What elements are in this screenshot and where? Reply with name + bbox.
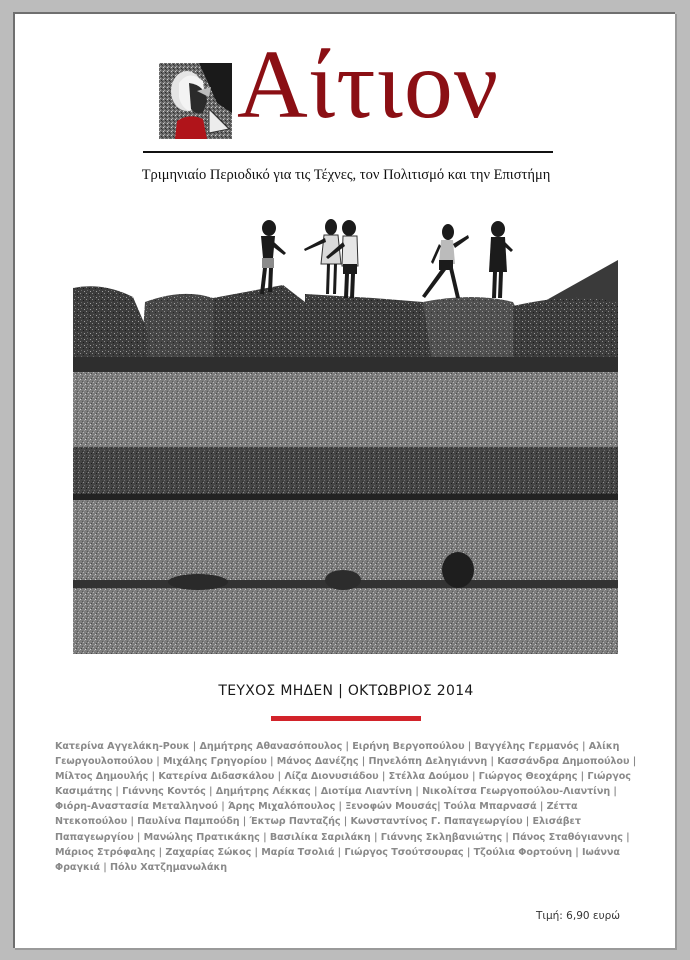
accent-bar [271, 716, 421, 721]
title-divider [143, 151, 553, 153]
contributors-text: Κατερίνα Αγγελάκη-Ρουκ | Δημήτρης Αθανασόπουλος | Ειρήνη Βεργοπούλου | Βαγγέλης Γερμανός | Αλίκη Γεωργουλοπούλου | Μιχάλης Γρηγορίου | Μάνος Δανέζης | Πηνελόπη Δεληγιάννη | Κασσάνδρα Δημοπούλου | Μίλτος Δημουλής | Κατερίνα Διδασκάλου | Λίζα Διονυσιάδου | Στέλλα Δούμου | Γιώργος Θεοχάρης | Γιώργος Κασιμάτης | Γιάννης Κοντός | Δημήτρης Λέκκας | Διοτίμα Λιαντίνη | Νικολίτσα Γεωργοπούλου-Λιαντίνη | Φιόρη-Αναστασία Μεταλληνού | Άρης Μιχαλόπουλος | Ξενοφών Μουσάς| Τούλα Μπαρνασά | Ζέττα Ντεκοπούλου | Παυλίνα Παμπούδη | Έκτωρ Πανταζής | Κωνσταντίνος Γ. Παπαγεωργίου | Ελισάβετ Παπαγεωργίου | Μανώλης Πρατικάκης | Βασιλίκα Σαριλάκη | Γιάννης Σκληβανιώτης | Πάνος Σταθόγιαννης | Μάριος Στρόφαλης | Ζαχαρίας Σώκος | Μαρία Τσολιά | Γιώργος Τσούτσουρας | Τζούλια Φορτούνη | Ιωάννα Φραγκιά | Πόλυ Χατζημανωλάκη [55, 741, 637, 873]
contributors-list [55, 739, 645, 875]
issue-label: ΤΕΥΧΟΣ ΜΗΔΕΝ | ΟΚΤΩΒΡΙΟΣ 2014 [218, 683, 474, 699]
cover-photo [73, 202, 618, 654]
statue-head-icon [159, 63, 232, 139]
price-label: Τιμή: 6,90 ευρώ [536, 910, 621, 922]
magazine-cover [13, 12, 675, 948]
magazine-subtitle: Τριμηνιαίο Περιοδικό για τις Τέχνες, τον Πολιτισμό και την Επιστήμη [141, 167, 551, 183]
magazine-title: Αίτιον [237, 31, 500, 139]
